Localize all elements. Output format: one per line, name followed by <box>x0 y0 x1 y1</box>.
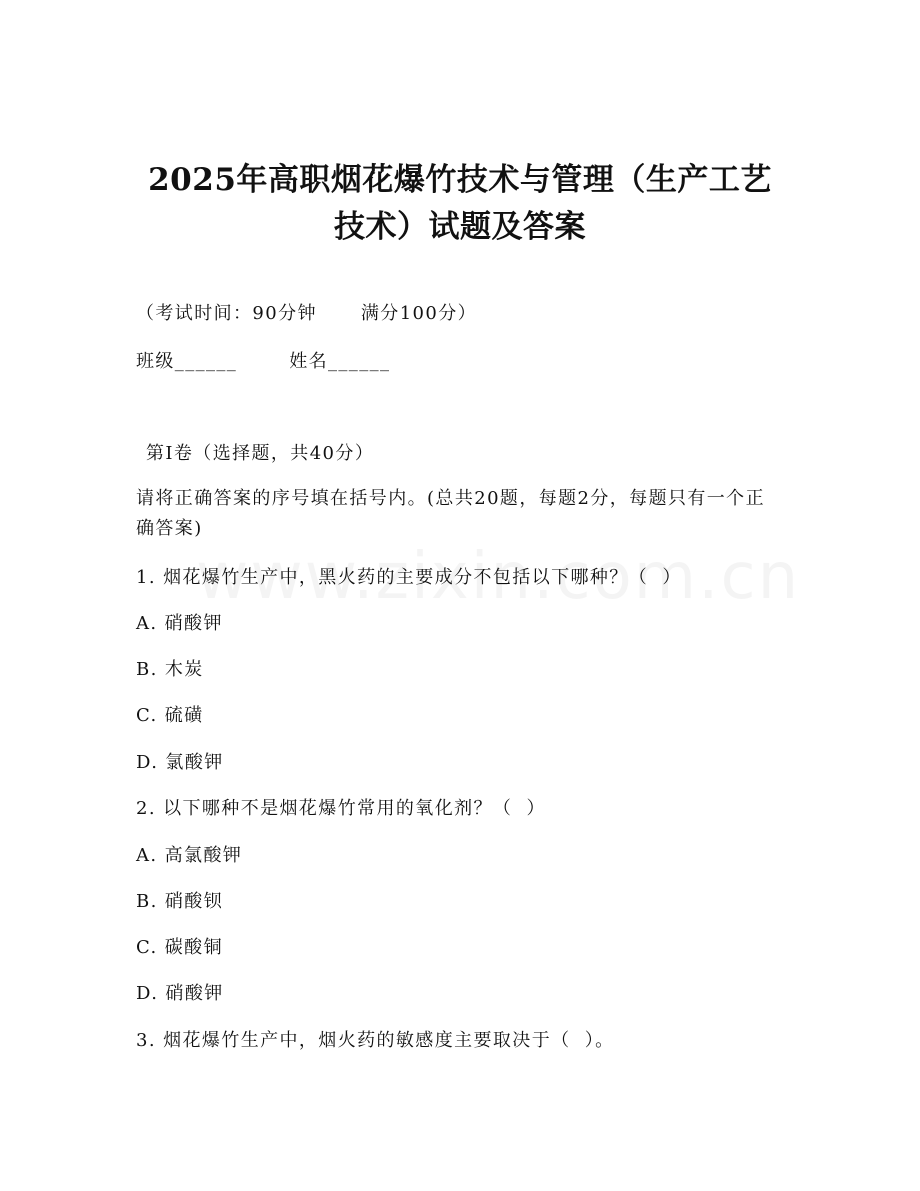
question-1-option-b: B. 木炭 <box>136 659 204 680</box>
question-2-option-b: B. 硝酸钡 <box>136 891 224 912</box>
full-score: 满分100分） <box>360 303 478 324</box>
question-3-stem: 3. 烟花爆竹生产中，烟火药的敏感度主要取决于（ ）。 <box>136 1030 615 1051</box>
class-field: 班级______ <box>136 351 238 372</box>
student-info <box>136 350 390 374</box>
document-title-line-2: 技术）试题及答案 <box>334 209 586 245</box>
document-title-line-1: 2025年高职烟花爆竹技术与管理（生产工艺 <box>148 162 772 198</box>
question-2-option-d: D. 硝酸钾 <box>136 983 224 1004</box>
question-1-option-d: D. 氯酸钾 <box>136 752 224 773</box>
question-2-option-c: C. 碳酸铜 <box>136 937 223 958</box>
exam-time: （考试时间：90分钟 <box>136 303 317 324</box>
section-heading: 第Ⅰ卷（选择题，共40分） <box>146 443 375 464</box>
question-1-stem: 1. 烟花爆竹生产中，黑火药的主要成分不包括以下哪种？（ ） <box>136 567 682 588</box>
question-2-stem: 2. 以下哪种不是烟花爆竹常用的氧化剂？（ ） <box>136 798 546 819</box>
question-2-option-a: A. 高氯酸钾 <box>136 845 243 866</box>
instructions: 请将正确答案的序号填在括号内。(总共20题，每题2分，每题只有一个正确答案) <box>136 488 765 539</box>
question-1-option-c: C. 硫磺 <box>136 705 204 726</box>
question-1-option-a: A. 硝酸钾 <box>136 613 223 634</box>
exam-info <box>136 302 477 326</box>
name-field: 姓名______ <box>289 351 391 372</box>
